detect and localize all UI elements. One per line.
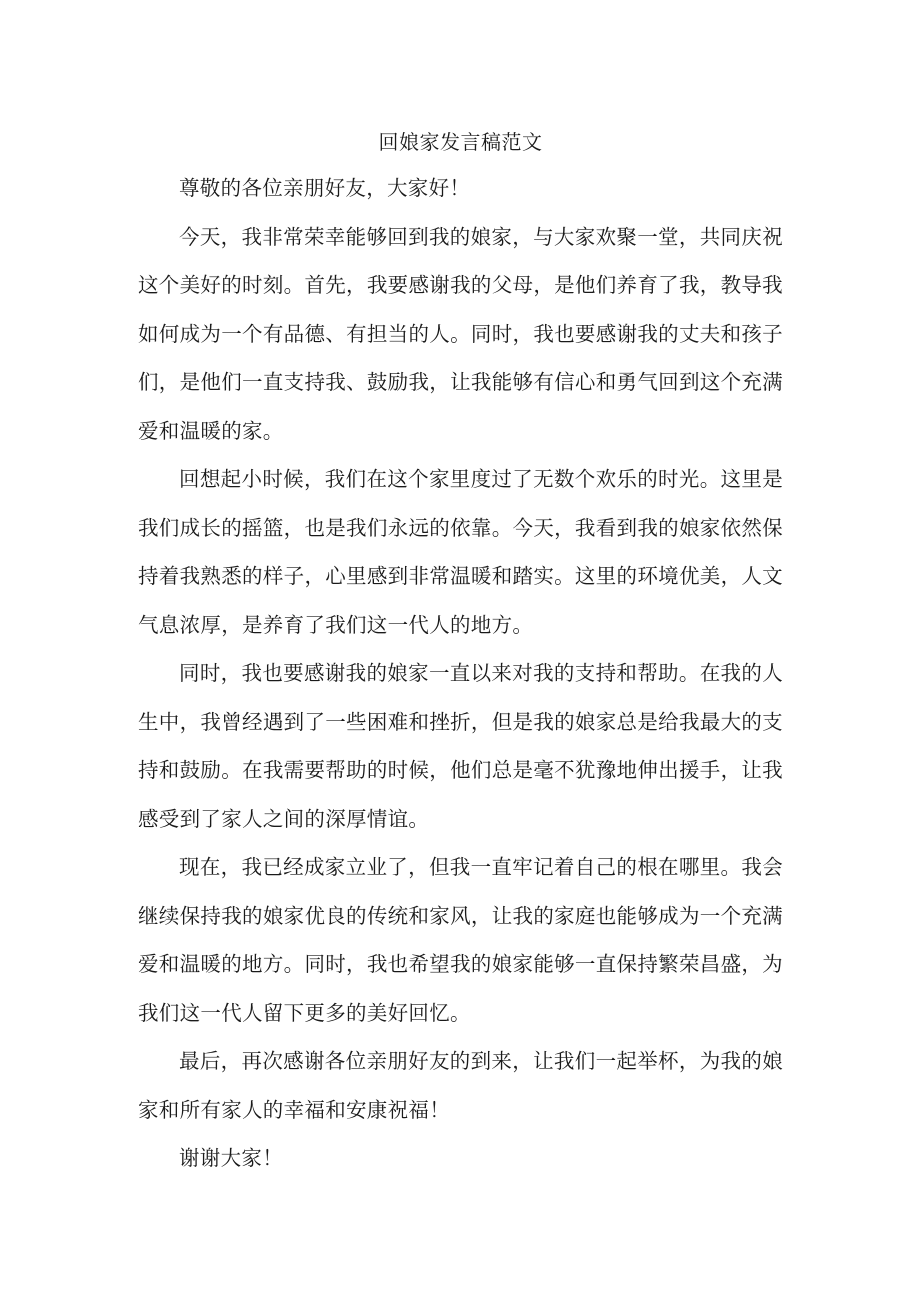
page-title: 回娘家发言稿范文 [378, 130, 543, 154]
paragraph-toast: 最后，再次感谢各位亲朋好友的到来，让我们一起举杯，为我的娘家和所有家人的幸福和安康祝福！ [138, 1049, 783, 1122]
paragraph-greeting: 尊敬的各位亲朋好友，大家好！ [179, 176, 471, 200]
document-body [138, 124, 783, 1183]
paragraph-closing: 谢谢大家！ [179, 1146, 283, 1170]
paragraph-support-thanks: 同时，我也要感谢我的娘家一直以来对我的支持和帮助。在我的人生中，我曾经遇到了一些困难和挫折，但是我的娘家总是给我最大的支持和鼓励。在我需要帮助的时候，他们总是毫不犹豫地伸出援手，让我感受到了家人之间的深厚情谊。 [138, 661, 783, 831]
paragraph-gratitude-family: 今天，我非常荣幸能够回到我的娘家，与大家欢聚一堂，共同庆祝这个美好的时刻。首先，我要感谢我的父母，是他们养育了我，教导我如何成为一个有品德、有担当的人。同时，我也要感谢我的丈夫和孩子们，是他们一直支持我、鼓励我，让我能够有信心和勇气回到这个充满爱和温暖的家。 [138, 224, 783, 443]
paragraph-future-wishes: 现在，我已经成家立业了，但我一直牢记着自己的根在哪里。我会继续保持我的娘家优良的传统和家风，让我的家庭也能够成为一个充满爱和温暖的地方。同时，我也希望我的娘家能够一直保持繁荣昌盛，为我们这一代人留下更多的美好回忆。 [138, 855, 783, 1025]
paragraph-childhood-memories: 回想起小时候，我们在这个家里度过了无数个欢乐的时光。这里是我们成长的摇篮，也是我们永远的依靠。今天，我看到我的娘家依然保持着我熟悉的样子，心里感到非常温暖和踏实。这里的环境优美，人文气息浓厚，是养育了我们这一代人的地方。 [138, 467, 783, 637]
